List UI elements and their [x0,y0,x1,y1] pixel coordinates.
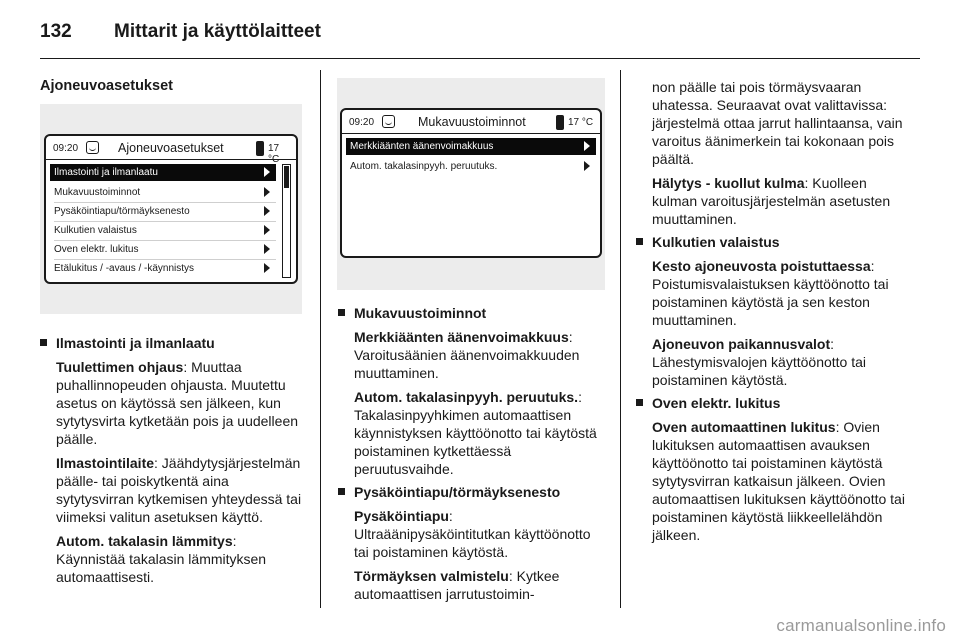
display-time: 09:20 [349,117,375,128]
entry-term: Ilmastointilaite [56,455,155,471]
menu-item-label: Mukavuustoiminnot [54,187,141,198]
bullet-heading: Oven elektr. lukitus [652,395,781,411]
bullet-square-icon [636,399,643,406]
menu-item-label: Oven elektr. lukitus [54,244,139,255]
entry-term: Ajoneuvon paikannusvalot [652,336,831,352]
chevron-right-icon [264,206,270,216]
display-divider [46,159,296,160]
bullet-comfort [338,304,606,478]
entry-term: Törmäyksen valmistelu [354,568,509,584]
page-header [40,18,920,60]
bullet-door-lock [636,394,906,544]
watermark: carmanualsonline.info [776,616,946,635]
entry-text: : Jäähdytysjärjestelmän päälle- tai poiskytkentä aina sytytysvirran kytkemisen yhteydessä tai viimeksi valitun asetuksen käyttö. [56,455,302,525]
menu-item-label: Autom. takalasinpyyh. peruutuks. [350,161,498,172]
bullet-heading: Kulkutien valaistus [652,234,780,250]
column-3-text [636,78,906,544]
thermometer-icon [556,115,564,130]
chevron-right-icon [264,167,270,177]
entry-text: : Poistumisvalaistuksen käyttöönotto tai poistaminen käytöstä ja sen keston muuttaminen. [652,258,889,328]
screen-figure-comfort [337,78,605,290]
menu-item-rear-wiper[interactable] [346,158,596,175]
chapter-title: Mittarit ja käyttölaitteet [114,21,321,42]
menu-item-label: Kulkutien valaistus [54,225,137,236]
thermometer-icon [256,141,264,156]
entry-term: Autom. takalasin lämmitys [56,533,233,549]
column-2-text [338,304,606,603]
chevron-right-icon [264,187,270,197]
entry-term: Merkkiäänten äänenvoimakkuus [354,329,569,345]
menu-item-beep-volume[interactable] [346,138,596,155]
display-temperature: 17 °C [568,117,594,128]
entry-text: : Käynnistää takalasin lämmityksen automaattisesti. [56,533,267,585]
bullet-heading: Mukavuustoiminnot [354,305,487,321]
display-title: Mukavuustoiminnot [418,115,526,129]
menu-item-label: Merkkiäänten äänenvoimakkuus [350,141,494,152]
column-divider [320,70,321,608]
entry-text: : Kytkee automaattisen jarrutustoimin- [354,568,560,602]
entry-text: : Takalasinpyyhkimen automaattisen käynnistyksen käyttöönotto tai käytöstä poistaminen kytkettäessä peruutusvaihde. [354,389,597,477]
display-screen [44,134,298,284]
bullet-heading: Ilmastointi ja ilmanlaatu [56,335,215,351]
entry-term: Pysäköintiapu [354,508,449,524]
page-number: 132 [40,21,72,42]
menu-item-lighting[interactable] [50,222,276,239]
chevron-right-icon [264,244,270,254]
entry-text: : Kuolleen kulman varoitusjärjestelmän asetusten muuttaminen. [652,175,891,227]
menu-item-parking[interactable] [50,203,276,220]
entry [354,507,606,561]
scrollbar-thumb[interactable] [284,166,289,188]
column-divider [620,70,621,608]
entry-term: Tuulettimen ohjaus [56,359,184,375]
bullet-square-icon [338,309,345,316]
bullet-parking [338,483,606,603]
entry [652,174,906,228]
menu-item-comfort[interactable] [50,184,276,201]
menu-item-climate[interactable] [50,164,276,181]
header-rule [40,58,920,59]
bullet-square-icon [636,238,643,245]
display-temperature: 17 [268,143,280,154]
continuation-block [636,78,906,228]
entry [652,418,906,544]
entry-term: Oven automaattinen lukitus [652,419,836,435]
display-title: Ajoneuvoasetukset [118,141,224,155]
entry [652,335,906,389]
entry [56,358,308,448]
entry [354,388,606,478]
menu-item-label: Etälukitus / -avaus / -käynnistys [54,263,195,274]
entry-text: : Lähestymisvalojen käyttöönotto tai poistaminen käytöstä. [652,336,867,388]
entry-term: Kesto ajoneuvosta poistuttaessa [652,258,871,274]
smiley-icon [382,115,395,128]
entry [56,454,308,526]
section-heading: Ajoneuvoasetukset [40,78,173,94]
display-divider [342,133,600,134]
bullet-heading: Pysäköintiapu/törmäyksenesto [354,484,561,500]
smiley-icon [86,141,99,154]
entry-text: : Ultraäänipysäköintitutkan käyttöönotto tai poistaminen käytöstä. [354,508,591,560]
entry [56,532,308,586]
display-time: 09:20 [53,143,79,154]
screen-figure-vehicle-settings [40,104,302,314]
entry-text: : Varoitusäänien äänenvoimakkuuden muuttaminen. [354,329,580,381]
bullet-square-icon [40,339,47,346]
entry-text: : Ovien lukituksen automaattisen avauksen käyttöönotto tai poistaminen käytöstä sytytysvirran katkaisun jälkeen. Ovien automaattisen lukituksen käyttöönotto tai poistaminen käytöstä liikkeellelähdön jälkeen. [652,419,905,543]
chevron-right-icon [264,225,270,235]
display-status-bar [346,113,596,133]
entry [354,328,606,382]
entry [652,257,906,329]
menu-item-door-lock[interactable] [50,241,276,258]
display-status-bar [50,139,292,159]
menu-item-remote-lock[interactable] [50,260,276,277]
bullet-lighting [636,233,906,389]
column-1-text [40,334,308,586]
menu-item-label: Ilmastointi ja ilmanlaatu [54,167,158,178]
display-screen [340,108,602,258]
entry-term: Autom. takalasinpyyh. peruutuks. [354,389,579,405]
entry [354,567,606,603]
menu-item-label: Pysäköintiapu/törmäyksenesto [54,206,190,217]
chevron-right-icon [584,161,590,171]
bullet-square-icon [338,488,345,495]
chevron-right-icon [584,141,590,151]
scrollbar[interactable] [282,164,291,278]
chevron-right-icon [264,263,270,273]
continuation-paragraph: non päälle tai pois törmäysvaaran uhatessa. Seuraavat ovat valittavissa: järjestelmä ottaa jarrut hallintaansa, vain varoitus äänimerkein tai kokonaan pois päältä. [652,79,903,167]
bullet-climate [40,334,308,586]
entry-text: : Muuttaa puhallinnopeuden ohjausta. Muutettu asetus on käytössä sen jälkeen, kun sytytysvirta kytketään pois ja uudelleen päälle. [56,359,299,447]
entry-term: Hälytys - kuollut kulma [652,175,805,191]
